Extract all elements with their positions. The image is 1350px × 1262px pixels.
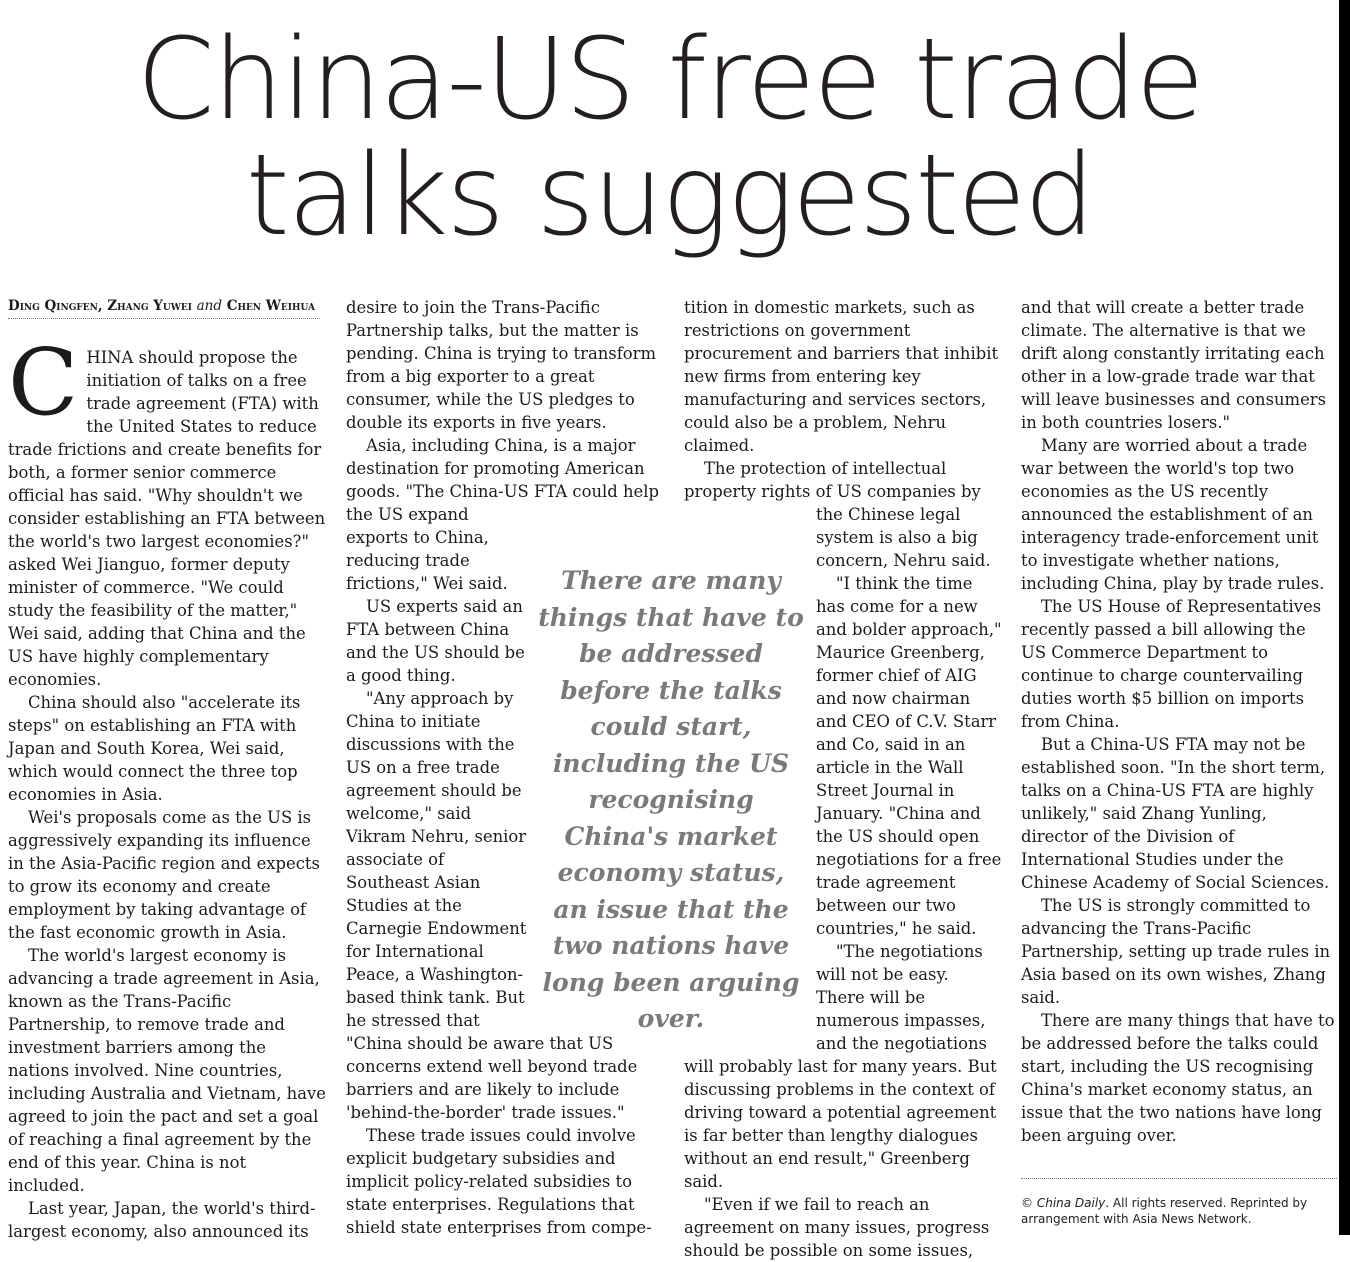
paragraph: Asia, including China, is a major destination for promoting American goods. "The China-US FTA could help the US expand exports to China, reducing trade frictions," Wei said. [346,436,659,593]
paragraph: desire to join the Trans-Pacific Partnership talks, but the matter is pending. China is trying to transform from a big exporter to a great consumer, while the US pledges to double its exports in five years. [346,298,657,432]
paragraph: But a China-US FTA may not be established soon. "In the short term, talks on a China-US FTA are highly unlikely," said Zhang Yunling, director of the Division of International Studies under the Chinese Academy of Social Sciences. [1021,735,1330,892]
paragraph: and that will create a better trade climate. The alternative is that we drift along constantly irritating each other in a low-grade trade war that will leave businesses and consumers in both countries losers." [1021,298,1327,432]
paragraph: US experts said an FTA between China and the US should be a good thing. [346,597,525,685]
paragraph: "Even if we fail to reach an agreement on many issues, progress should be possible on some issues, [684,1195,990,1260]
drop-cap: C [8,329,79,436]
headline-line-1: China-US free trade [136,15,1203,145]
paragraph: Wei's proposals come as the US is aggressively expanding its influence in the Asia-Pacific region and expects to grow its economy and create employment by taking advantage of the fast economic growth in Asia. [8,808,320,942]
paragraph: The US is strongly committed to advancing the Trans-Pacific Partnership, setting up trade rules in Asia based on its own wishes, Zhang said. [1021,896,1331,1007]
article-column-4 [1021,296,1335,1168]
credit-source: China Daily [1036,1196,1106,1210]
right-edge-bar [1339,0,1350,1235]
paragraph: There are many things that have to be addressed before the talks could start, including the US recognising China's market economy status, an issue that the two nations have long been arguing over. [1021,1011,1335,1145]
headline-line-2: talks suggested [245,131,1094,261]
paragraph: HINA should propose the initiation of talks on a free trade agreement (FTA) with the United States to reduce trade frictions and create benefits for both, a former senior commerce official has said. "Why shouldn't we consider establishing an FTA between the world's two largest economies?" asked Wei Jianguo, former deputy minister of commerce. "We could study the feasibility of the matter," Wei said, adding that China and the US have highly complementary economies. [8,348,326,689]
paragraph: These trade issues could involve explicit budgetary subsidies and implicit policy-related subsidies to state enterprises. Regulations that shield state enterprises from compe- [346,1126,652,1237]
byline [8,298,320,319]
article-column-1 [8,329,326,1241]
paragraph: "The negotiations will not be easy. There will be numerous impasses, and the negotiations will probably last for many years. But discussing problems in the context of driving toward a potential agreement is far better than lengthy dialogues without an end result," Greenberg said. [684,942,997,1191]
credit-text: . All rights reserved. Reprinted by arrangement with Asia News Network. [1021,1196,1308,1226]
copyright-credit [1021,1178,1337,1227]
paragraph: "Any approach by China to initiate discussions with the US on a free trade agreement should be welcome," said Vikram Nehru, senior associate of Southeast Asian Studies at the Carnegie Endowment for International Peace, a Washington-based think tank. But he stressed that "China should be aware that US concerns extend well beyond trade barriers and are likely to include 'behind-the-border' trade issues." [346,689,638,1122]
byline-conjunction: and [196,298,222,314]
paragraph: Last year, Japan, the world's third-largest economy, also announced its [8,1199,316,1241]
byline-authors-b: Chen Weihua [226,298,316,314]
paragraph: The protection of intellectual property rights of US companies by the Chinese legal system is also a big concern, Nehru said. [684,459,991,570]
paragraph: tition in domestic markets, such as restrictions on government procurement and barriers that inhibit new firms from entering key manufacturing and services sectors, could also be a problem, Nehru claimed. [684,298,999,455]
paragraph: The US House of Representatives recently passed a bill allowing the US Commerce Department to continue to charge countervailing duties worth $5 billion on imports from China. [1021,597,1322,731]
pull-quote: There are many things that have to be addressed before the talks could start, including the US recognising China's market economy status, an issue that the two nations have long been arguing over. [538,566,804,1033]
paragraph: The world's largest economy is advancing a trade agreement in Asia, known as the Trans-Pacific Partnership, to remove trade and investment barriers among the nations involved. Nine countries, including Australia and Vietnam, have agreed to join the pact and set a goal of reaching a final agreement by the end of this year. China is not included. [8,946,326,1195]
paragraph: China should also "accelerate its steps" on establishing an FTA with Japan and South Korea, Wei said, which would connect the three top economies in Asia. [8,693,301,804]
paragraph: "I think the time has come for a new and bolder approach," Maurice Greenberg, former chief of AIG and now chairman and CEO of C.V. Starr and Co, said in an article in the Wall Street Journal in January. "China and the US should open negotiations for a free trade agreement between our two countries," he said. [816,574,1002,938]
paragraph: Many are worried about a trade war between the world's top two economies as the US recently announced the establishment of an interagency trade-enforcement unit to investigate whether nations, including China, play by trade rules. [1021,436,1325,593]
copyright-symbol: © [1021,1196,1033,1210]
byline-authors-a: Ding Qingfen, Zhang Yuwei [8,298,192,314]
